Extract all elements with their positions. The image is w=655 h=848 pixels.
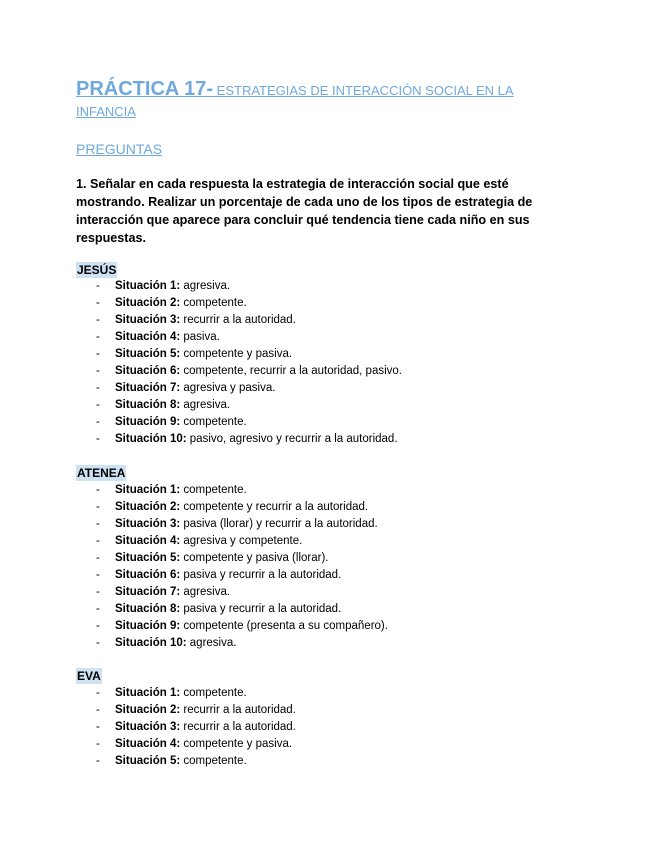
situation-answer: competente y pasiva. xyxy=(180,348,293,360)
situation-answer: competente. xyxy=(180,484,247,496)
situation-answer: pasiva y recurrir a la autoridad. xyxy=(180,603,342,615)
situation-answer: competente y pasiva (llorar). xyxy=(180,552,329,564)
list-item xyxy=(76,736,296,753)
situation-list-atenea xyxy=(76,482,388,652)
situation-answer: competente. xyxy=(180,297,247,309)
bullet-dash: - xyxy=(96,603,100,615)
title-practice: PRÁCTICA 17- xyxy=(76,78,214,100)
list-item xyxy=(76,329,402,346)
list-item xyxy=(76,533,388,550)
situation-answer: agresiva. xyxy=(180,399,231,411)
child-name-eva: EVA xyxy=(77,669,101,683)
situation-label: Situación 6: xyxy=(115,365,181,377)
situation-label: Situación 1: xyxy=(115,484,181,496)
situation-answer: agresiva. xyxy=(186,637,237,649)
situation-label: Situación 2: xyxy=(115,297,181,309)
situation-label: Situación 1: xyxy=(115,687,181,699)
bullet-dash: - xyxy=(96,535,100,547)
situation-list-jesus xyxy=(76,278,402,448)
bullet-dash: - xyxy=(96,314,100,326)
list-item xyxy=(76,499,388,516)
list-item xyxy=(76,567,388,584)
situation-label: Situación 6: xyxy=(115,569,181,581)
bullet-dash: - xyxy=(96,365,100,377)
bullet-dash: - xyxy=(96,297,100,309)
title-topic: ESTRATEGIAS DE INTERACCIÓN SOCIAL EN LA INFANCIA xyxy=(76,83,514,119)
situation-label: Situación 2: xyxy=(115,501,181,513)
situation-answer: competente y pasiva. xyxy=(180,738,293,750)
bullet-dash: - xyxy=(96,552,100,564)
bullet-dash: - xyxy=(96,721,100,733)
list-item xyxy=(76,414,402,431)
bullet-dash: - xyxy=(96,433,100,445)
situation-answer: recurrir a la autoridad. xyxy=(180,721,296,733)
list-item xyxy=(76,702,296,719)
situation-label: Situación 7: xyxy=(115,382,181,394)
situation-answer: competente. xyxy=(180,755,247,767)
situation-answer: agresiva y competente. xyxy=(180,535,303,547)
child-name-atenea: ATENEA xyxy=(77,466,126,480)
situation-label: Situación 1: xyxy=(115,280,181,292)
list-item xyxy=(76,346,402,363)
bullet-dash: - xyxy=(96,569,100,581)
situation-label: Situación 4: xyxy=(115,331,181,343)
situation-label: Situación 8: xyxy=(115,399,181,411)
situation-label: Situación 2: xyxy=(115,704,181,716)
bullet-dash: - xyxy=(96,280,100,292)
situation-label: Situación 4: xyxy=(115,535,181,547)
situation-label: Situación 9: xyxy=(115,416,181,428)
bullet-dash: - xyxy=(96,348,100,360)
list-item xyxy=(76,584,388,601)
bullet-dash: - xyxy=(96,501,100,513)
situation-label: Situación 3: xyxy=(115,518,181,530)
list-item xyxy=(76,431,402,448)
situation-answer: pasiva. xyxy=(180,331,220,343)
situation-answer: pasiva (llorar) y recurrir a la autoridad. xyxy=(180,518,378,530)
situation-label: Situación 5: xyxy=(115,755,181,767)
situation-label: Situación 5: xyxy=(115,348,181,360)
bullet-dash: - xyxy=(96,399,100,411)
bullet-dash: - xyxy=(96,518,100,530)
bullet-dash: - xyxy=(96,331,100,343)
situation-label: Situación 10: xyxy=(115,637,187,649)
situation-label: Situación 10: xyxy=(115,433,187,445)
list-item xyxy=(76,397,402,414)
list-item xyxy=(76,550,388,567)
bullet-dash: - xyxy=(96,382,100,394)
situation-label: Situación 9: xyxy=(115,620,181,632)
list-item xyxy=(76,601,388,618)
list-item xyxy=(76,719,296,736)
bullet-dash: - xyxy=(96,416,100,428)
bullet-dash: - xyxy=(96,586,100,598)
section-heading: PREGUNTAS xyxy=(76,141,163,157)
situation-answer: agresiva. xyxy=(180,280,231,292)
list-item xyxy=(76,380,402,397)
bullet-dash: - xyxy=(96,620,100,632)
situation-answer: competente. xyxy=(180,416,247,428)
situation-label: Situación 3: xyxy=(115,314,181,326)
situation-label: Situación 8: xyxy=(115,603,181,615)
list-item xyxy=(76,482,388,499)
list-item xyxy=(76,618,388,635)
bullet-dash: - xyxy=(96,637,100,649)
page-title xyxy=(76,79,576,122)
question-text: 1. Señalar en cada respuesta la estrategia de interacción social que esté mostrando. Realizar un porcentaje de cada uno de los tipos de estrategia de interacción que aparece para concluir qué tendencia tiene cada niño en sus respuestas. xyxy=(76,177,533,245)
situation-label: Situación 7: xyxy=(115,586,181,598)
situation-answer: recurrir a la autoridad. xyxy=(180,314,296,326)
list-item xyxy=(76,312,402,329)
situation-answer: recurrir a la autoridad. xyxy=(180,704,296,716)
bullet-dash: - xyxy=(96,484,100,496)
bullet-dash: - xyxy=(96,687,100,699)
situation-label: Situación 5: xyxy=(115,552,181,564)
situation-label: Situación 4: xyxy=(115,738,181,750)
list-item xyxy=(76,635,388,652)
list-item xyxy=(76,363,402,380)
bullet-dash: - xyxy=(96,704,100,716)
situation-answer: pasiva y recurrir a la autoridad. xyxy=(180,569,342,581)
list-item xyxy=(76,685,296,702)
bullet-dash: - xyxy=(96,755,100,767)
list-item xyxy=(76,295,402,312)
bullet-dash: - xyxy=(96,738,100,750)
situation-answer: competente. xyxy=(180,687,247,699)
list-item xyxy=(76,516,388,533)
situation-label: Situación 3: xyxy=(115,721,181,733)
situation-answer: competente (presenta a su compañero). xyxy=(180,620,388,632)
list-item xyxy=(76,753,296,770)
child-name-jesus: JESÚS xyxy=(77,263,117,277)
situation-answer: pasivo, agresivo y recurrir a la autoridad. xyxy=(186,433,398,445)
list-item xyxy=(76,278,402,295)
situation-answer: agresiva. xyxy=(180,586,231,598)
situation-answer: agresiva y pasiva. xyxy=(180,382,276,394)
situation-answer: competente, recurrir a la autoridad, pasivo. xyxy=(180,365,402,377)
situation-list-eva xyxy=(76,685,296,770)
situation-answer: competente y recurrir a la autoridad. xyxy=(180,501,369,513)
